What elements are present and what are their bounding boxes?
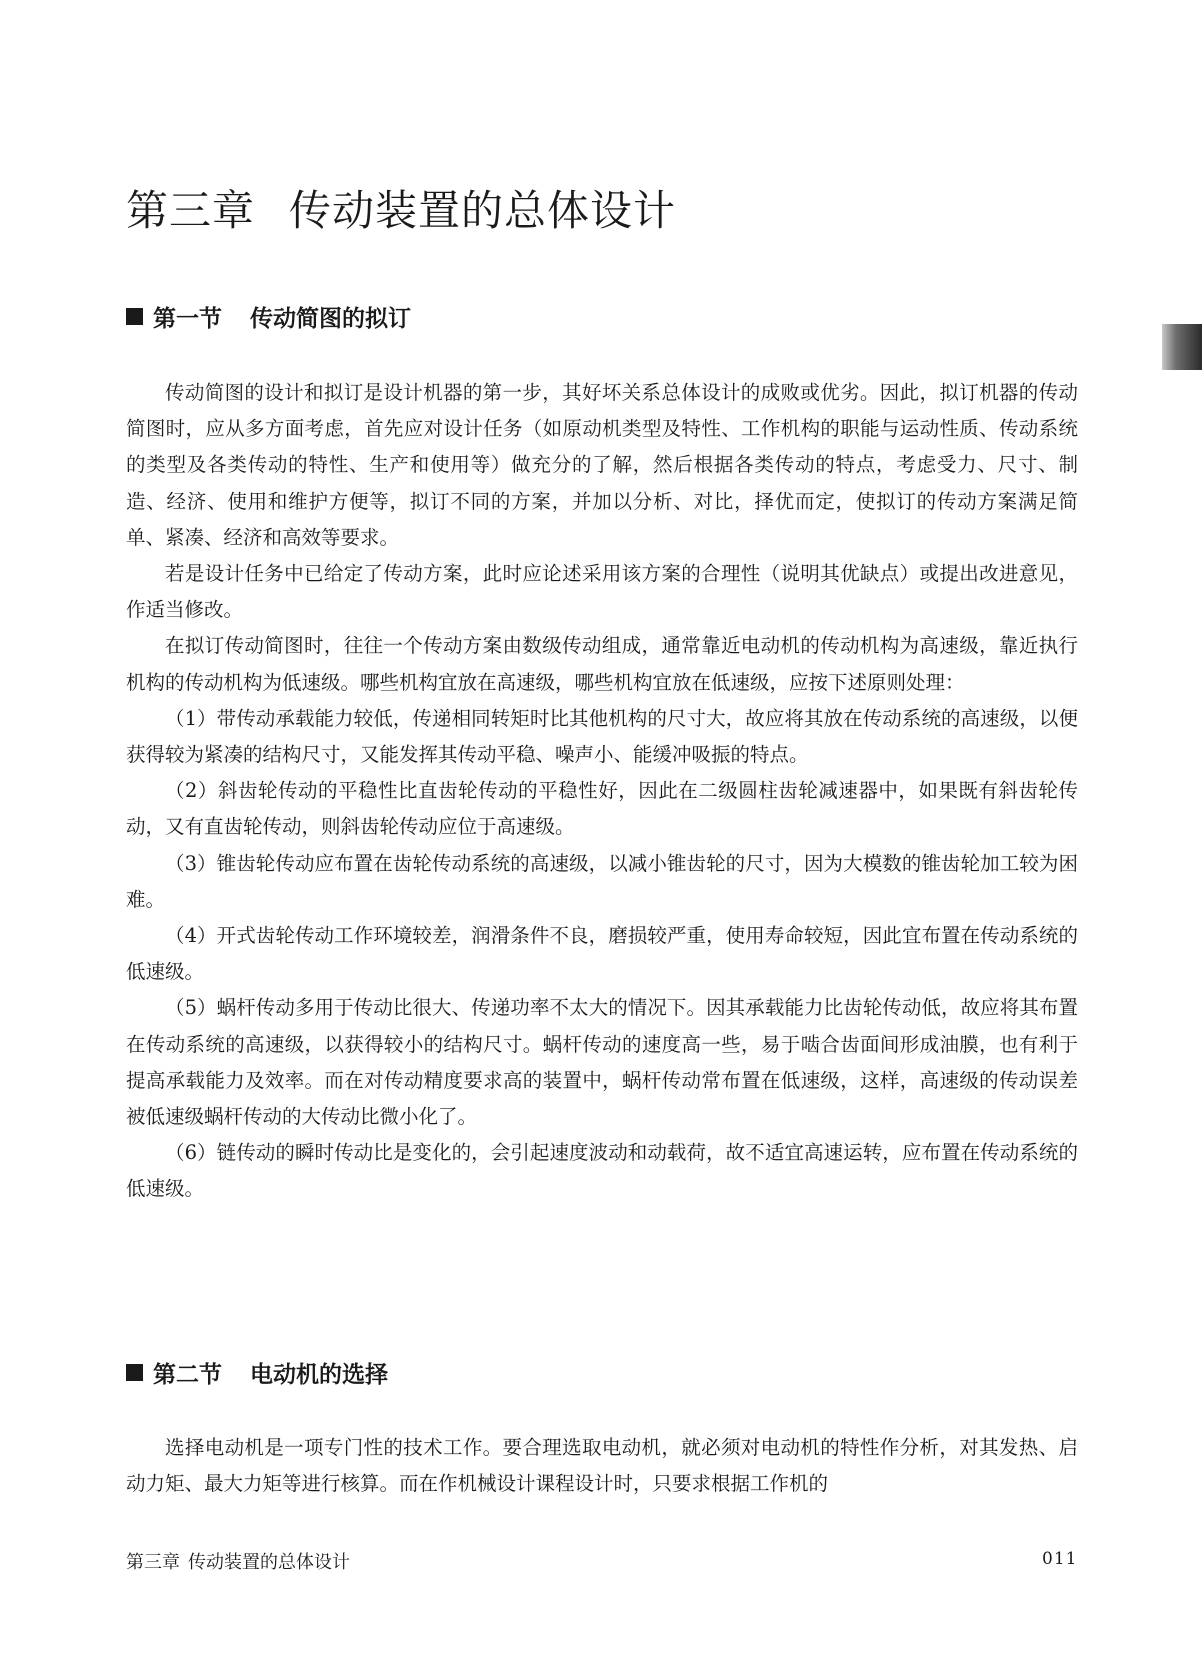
paragraph: （6）链传动的瞬时传动比是变化的，会引起速度波动和动载荷，故不适宜高速运转，应布置在传动系统的低速级。 <box>126 1141 1078 1201</box>
square-bullet-icon <box>126 1364 143 1381</box>
section-heading-1 <box>126 300 411 333</box>
page-number: 011 <box>1042 1549 1078 1569</box>
paragraph: 在拟订传动简图时，往往一个传动方案由数级传动组成，通常靠近电动机的传动机构为高速级，靠近执行机构的传动机构为低速级。哪些机构宜放在高速级，哪些机构宜放在低速级，应按下述原则处理： <box>126 634 1078 694</box>
square-bullet-icon <box>126 308 143 325</box>
chapter-title <box>126 178 676 238</box>
chapter-tab-marker <box>1162 324 1202 370</box>
paragraph: （5）蜗杆传动多用于传动比很大、传递功率不太大的情况下。因其承载能力比齿轮传动低，故应将其布置在传动系统的高速级，以获得较小的结构尺寸。蜗杆传动的速度高一些，易于啮合齿面间形成油膜，也有利于提高承载能力及效率。而在对传动精度要求高的装置中，蜗杆传动常布置在低速级，这样，高速级的传动误差被低速级蜗杆传动的大传动比微小化了。 <box>126 996 1078 1129</box>
paragraph: （3）锥齿轮传动应布置在齿轮传动系统的高速级，以减小锥齿轮的尺寸，因为大模数的锥齿轮加工较为困难。 <box>126 851 1078 911</box>
footer-chapter-number: 第三章 <box>126 1552 180 1573</box>
section-1-body <box>126 375 1078 1208</box>
paragraph: 若是设计任务中已给定了传动方案，此时应论述采用该方案的合理性（说明其优缺点）或提出改进意见，作适当修改。 <box>126 562 1078 622</box>
paragraph: 选择电动机是一项专门性的技术工作。要合理选取电动机，就必须对电动机的特性作分析，对其发热、启动力矩、最大力矩等进行核算。而在作机械设计课程设计时，只要求根据工作机的 <box>126 1436 1078 1496</box>
paragraph: 传动简图的设计和拟订是设计机器的第一步，其好坏关系总体设计的成败或优劣。因此，拟订机器的传动简图时，应从多方面考虑，首先应对设计任务（如原动机类型及特性、工作机构的职能与运动性质、传动系统的类型及各类传动的特性、生产和使用等）做充分的了解，然后根据各类传动的特点，考虑受力、尺寸、制造、经济、使用和维护方便等，拟订不同的方案，并加以分析、对比，择优而定，使拟订的传动方案满足简单、紧凑、经济和高效等要求。 <box>126 381 1078 549</box>
running-footer <box>126 1548 350 1574</box>
section-title: 传动简图的拟订 <box>250 306 411 332</box>
section-number: 第一节 <box>153 306 222 332</box>
chapter-number: 第三章 <box>126 186 256 235</box>
paragraph: （1）带传动承载能力较低，传递相同转矩时比其他机构的尺寸大，故应将其放在传动系统的高速级，以便获得较为紧凑的结构尺寸，又能发挥其传动平稳、噪声小、能缓冲吸振的特点。 <box>126 706 1078 767</box>
footer-chapter-title: 传动装置的总体设计 <box>188 1552 350 1573</box>
paragraph: （4）开式齿轮传动工作环境较差，润滑条件不良，磨损较严重，使用寿命较短，因此宜布置在传动系统的低速级。 <box>126 924 1078 984</box>
section-title: 电动机的选择 <box>250 1362 388 1388</box>
section-number: 第二节 <box>153 1362 222 1388</box>
section-2-body <box>126 1430 1078 1502</box>
section-heading-2 <box>126 1356 388 1389</box>
chapter-title-text: 传动装置的总体设计 <box>289 186 677 235</box>
paragraph: （2）斜齿轮传动的平稳性比直齿轮传动的平稳性好，因此在二级圆柱齿轮减速器中，如果既有斜齿轮传动，又有直齿轮传动，则斜齿轮传动应位于高速级。 <box>126 779 1078 839</box>
